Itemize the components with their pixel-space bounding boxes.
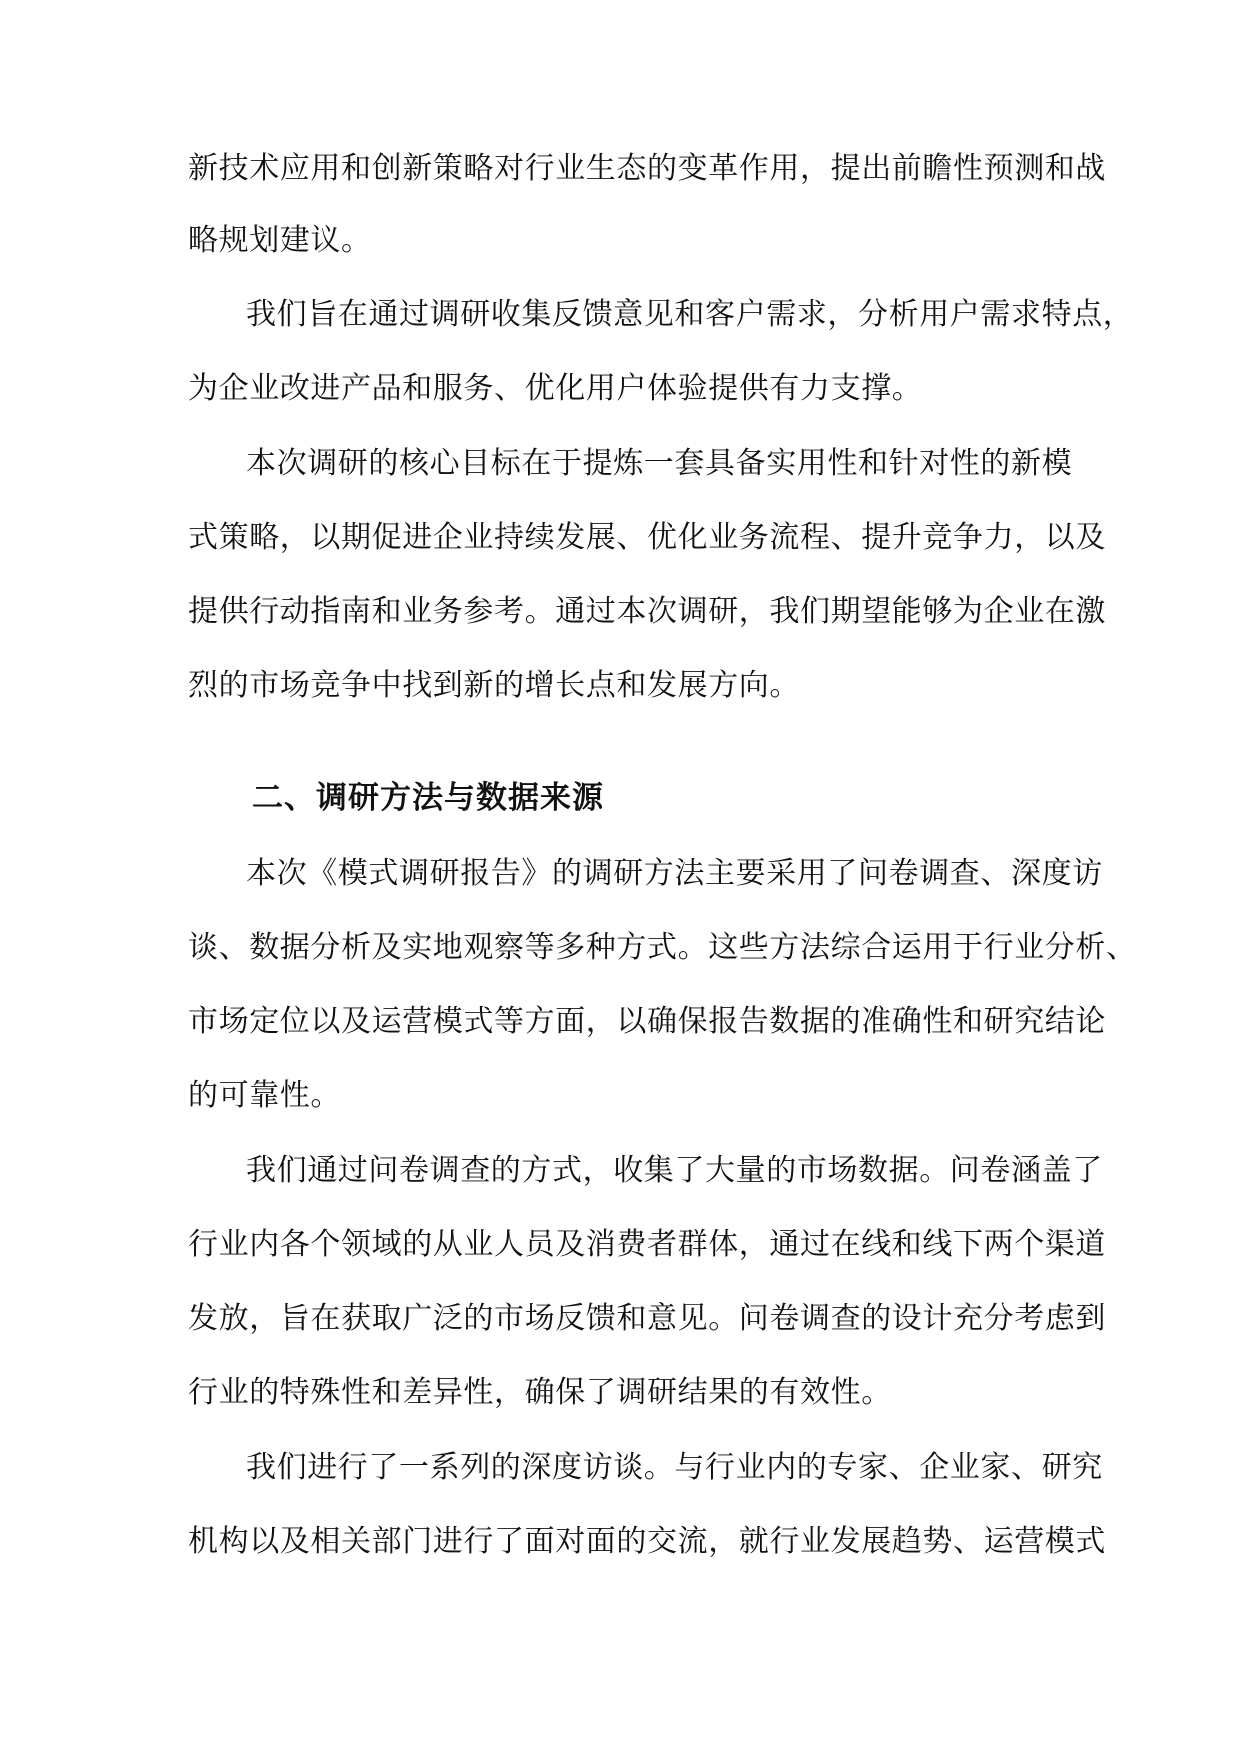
paragraph-line: 的可靠性。 (188, 1078, 341, 1113)
paragraph-line: 烈的市场竞争中找到新的增长点和发展方向。 (188, 668, 800, 703)
paragraph-line: 新技术应用和创新策略对行业生态的变革作用，提出前瞻性预测和战 (188, 151, 1106, 186)
paragraph-line: 式策略，以期促进企业持续发展、优化业务流程、提升竞争力，以及 (188, 520, 1106, 555)
paragraph-line: 我们通过问卷调查的方式，收集了大量的市场数据。问卷涵盖了 (246, 1153, 1103, 1188)
paragraph-line: 提供行动指南和业务参考。通过本次调研，我们期望能够为企业在激 (188, 594, 1106, 629)
paragraph-line: 我们旨在通过调研收集反馈意见和客户需求，分析用户需求特点， (246, 297, 1134, 332)
paragraph-line: 机构以及相关部门进行了面对面的交流，就行业发展趋势、运营模式 (188, 1524, 1106, 1559)
section-heading: 二、调研方法与数据来源 (252, 780, 604, 816)
paragraph-line: 本次调研的核心目标在于提炼一套具备实用性和针对性的新模 (246, 446, 1073, 481)
paragraph-line: 我们进行了一系列的深度访谈。与行业内的专家、企业家、研究 (246, 1450, 1103, 1485)
paragraph-line: 行业内各个领域的从业人员及消费者群体，通过在线和线下两个渠道 (188, 1227, 1106, 1262)
paragraph-line: 发放，旨在获取广泛的市场反馈和意见。问卷调查的设计充分考虑到 (188, 1301, 1106, 1336)
paragraph-line: 行业的特殊性和差异性，确保了调研结果的有效性。 (188, 1375, 892, 1410)
paragraph-line: 市场定位以及运营模式等方面，以确保报告数据的准确性和研究结论 (188, 1004, 1106, 1039)
paragraph-line: 略规划建议。 (188, 223, 372, 258)
paragraph-line: 谈、数据分析及实地观察等多种方式。这些方法综合运用于行业分析、 (188, 930, 1137, 965)
paragraph-line: 本次《模式调研报告》的调研方法主要采用了问卷调查、深度访 (246, 856, 1103, 891)
paragraph-line: 为企业改进产品和服务、优化用户体验提供有力支撑。 (188, 371, 923, 406)
